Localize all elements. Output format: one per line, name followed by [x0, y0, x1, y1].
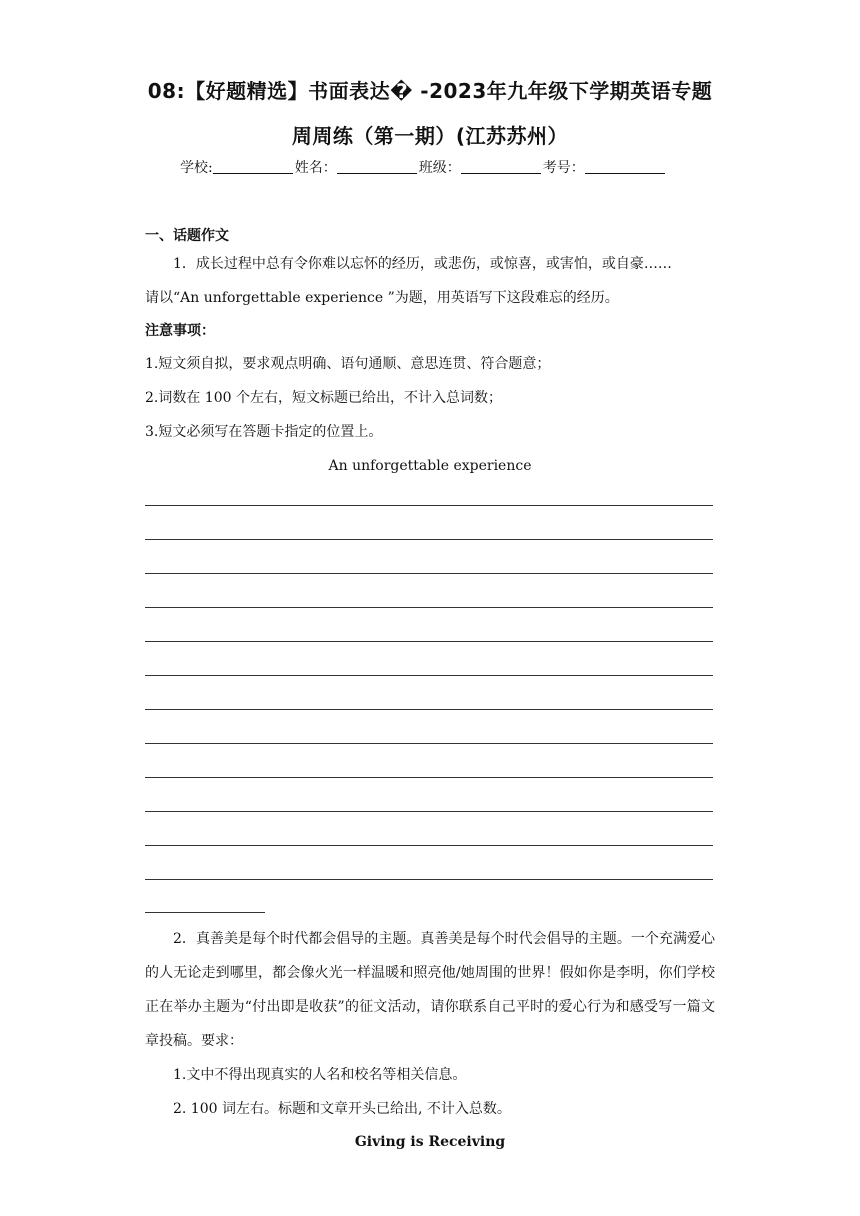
name-label: 姓名： — [294, 160, 337, 176]
question-1-line-2: 请以“An unforgettable experience ”为题，用英语写下这段难忘的经历。 — [145, 290, 619, 306]
section-heading: 一、话题作文 — [145, 228, 229, 244]
notes-heading: 注意事项： — [145, 323, 215, 339]
writing-line[interactable] — [145, 811, 713, 812]
writing-line-short[interactable] — [145, 912, 265, 913]
writing-line[interactable] — [145, 879, 713, 880]
question-2-paragraph: 2．真善美是每个时代都会倡导的主题。真善美是每个时代会倡导的主题。一个充满爱心的人无论走到哪里，都会像火光一样温暖和照亮他/她周围的世界！假如你是李明，你们学校正在举办主题为“付出即是收获”的征文活动，请你联系自己平时的爱心行为和感受写一篇文章投稿。要求： — [145, 931, 715, 1049]
writing-line[interactable] — [145, 607, 713, 608]
writing-line[interactable] — [145, 675, 713, 676]
document-title-line-2: 周周练（第一期）(江苏苏州） — [291, 124, 569, 148]
class-blank[interactable] — [461, 159, 541, 174]
requirement-1: 1.文中不得出现真实的人名和校名等相关信息。 — [173, 1067, 467, 1083]
writing-line[interactable] — [145, 641, 713, 642]
requirement-2: 2. 100 词左右。标题和文章开头已给出, 不计入总数。 — [173, 1101, 511, 1117]
exam-number-label: 考号： — [542, 160, 585, 176]
class-label: 班级： — [418, 160, 461, 176]
note-3: 3.短文必须写在答题卡指定的位置上。 — [145, 424, 383, 440]
essay-1-title: An unforgettable experience — [328, 458, 532, 474]
writing-line[interactable] — [145, 743, 713, 744]
note-2: 2.词数在 100 个左右，短文标题已给出，不计入总词数； — [145, 390, 502, 406]
essay-2-title: Giving is Receiving — [354, 1134, 506, 1150]
student-info-row — [180, 157, 667, 177]
note-1: 1.短文须自拟，要求观点明确、语句通顺、意思连贯、符合题意； — [145, 356, 551, 372]
school-label: 学校: — [180, 160, 213, 176]
writing-line[interactable] — [145, 845, 713, 846]
document-title-line-1: 08:【好题精选】书面表达� -2023年九年级下学期英语专题 — [147, 79, 713, 103]
writing-line[interactable] — [145, 777, 713, 778]
writing-line[interactable] — [145, 573, 713, 574]
writing-line[interactable] — [145, 709, 713, 710]
school-blank[interactable] — [213, 159, 293, 174]
exam-number-blank[interactable] — [585, 159, 665, 174]
writing-line[interactable] — [145, 539, 713, 540]
writing-line[interactable] — [145, 505, 713, 506]
question-1-line-1: 1．成长过程中总有令你难以忘怀的经历，或悲伤，或惊喜，或害怕，或自豪…… — [173, 256, 672, 272]
name-blank[interactable] — [337, 159, 417, 174]
